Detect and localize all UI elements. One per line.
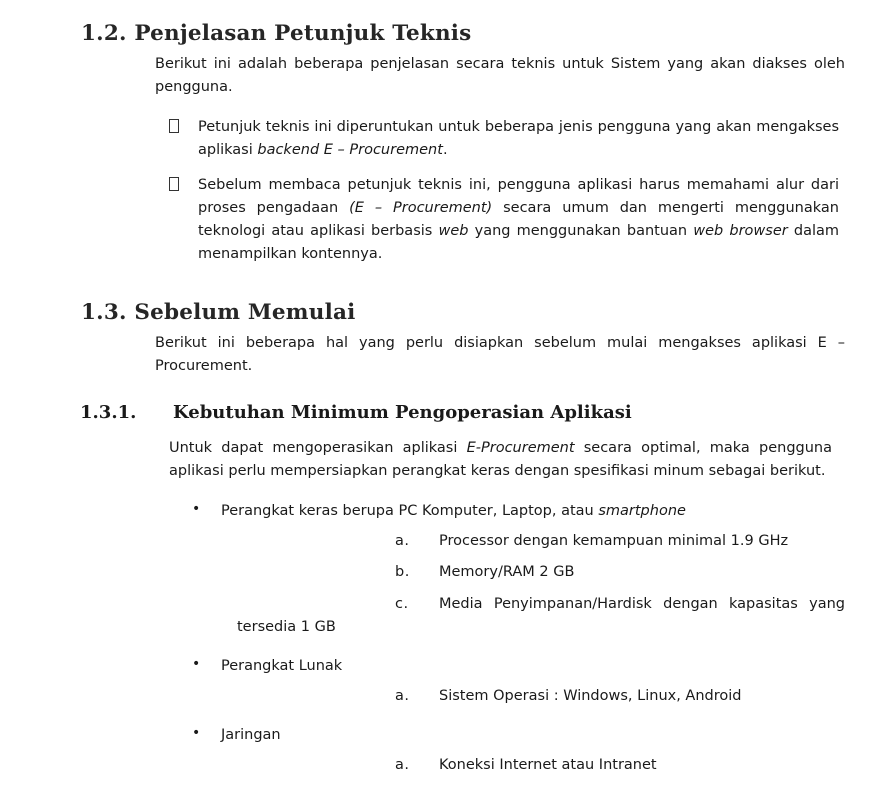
- list-item: Koneksi Internet atau Intranet: [439, 757, 657, 773]
- square-bullet-icon: [169, 119, 179, 133]
- list-item-continuation: tersedia 1 GB: [237, 619, 336, 635]
- bullet-dot: •: [192, 501, 201, 517]
- list-item: Sistem Operasi : Windows, Linux, Android: [439, 688, 742, 704]
- bullet-2-line-4: menampilkan kontennya.: [198, 246, 383, 262]
- bullet-2-line-1: Sebelum membaca petunjuk teknis ini, pengguna aplikasi harus memahami alur dari: [198, 177, 839, 193]
- bullet-dot: •: [192, 725, 201, 741]
- section-1-3-1-number: 1.3.1.: [80, 402, 137, 423]
- list-marker: c.: [395, 596, 409, 612]
- list-item: Media Penyimpanan/Hardisk dengan kapasitas yang: [439, 596, 845, 612]
- bullet-2-line-3: teknologi atau aplikasi berbasis web yang menggunakan bantuan web browser dalam: [198, 223, 839, 239]
- square-bullet-icon: [169, 177, 179, 191]
- section-1-2-heading: 1.2. Penjelasan Petunjuk Teknis: [81, 21, 472, 46]
- group-software-label: Perangkat Lunak: [221, 658, 343, 674]
- list-marker: a.: [395, 757, 410, 773]
- list-marker: a.: [395, 533, 410, 549]
- section-1-3-heading: 1.3. Sebelum Memulai: [81, 300, 356, 325]
- bullet-1-line-1: Petunjuk teknis ini diperuntukan untuk beberapa jenis pengguna yang akan mengakses: [198, 119, 839, 135]
- group-network-label: Jaringan: [221, 727, 281, 743]
- section-1-2-intro: Berikut ini adalah beberapa penjelasan secara teknis untuk Sistem yang akan diakses oleh pengguna.: [155, 56, 845, 95]
- section-1-3-1-intro-line-1: Untuk dapat mengoperasikan aplikasi E-Procurement secara optimal, maka pengguna: [169, 440, 832, 456]
- list-marker: a.: [395, 688, 410, 704]
- section-1-3-1-title: Kebutuhan Minimum Pengoperasian Aplikasi: [173, 402, 632, 423]
- bullet-2-line-2: proses pengadaan (E – Procurement) secara umum dan mengerti menggunakan: [198, 200, 839, 216]
- list-item: Processor dengan kemampuan minimal 1.9 GHz: [439, 533, 789, 549]
- bullet-dot: •: [192, 656, 201, 672]
- section-1-3-1-intro-line-2: aplikasi perlu mempersiapkan perangkat keras dengan spesifikasi minum sebagai berikut.: [169, 463, 826, 479]
- bullet-1-line-2: aplikasi backend E – Procurement.: [198, 142, 448, 158]
- group-hardware-label: Perangkat keras berupa PC Komputer, Laptop, atau smartphone: [221, 503, 686, 519]
- section-1-3-intro-line-1: Berikut ini beberapa hal yang perlu disiapkan sebelum mulai mengakses aplikasi E –: [155, 335, 845, 351]
- section-1-3-intro-line-2: Procurement.: [155, 358, 253, 374]
- list-marker: b.: [395, 564, 410, 580]
- list-item: Memory/RAM 2 GB: [439, 564, 575, 580]
